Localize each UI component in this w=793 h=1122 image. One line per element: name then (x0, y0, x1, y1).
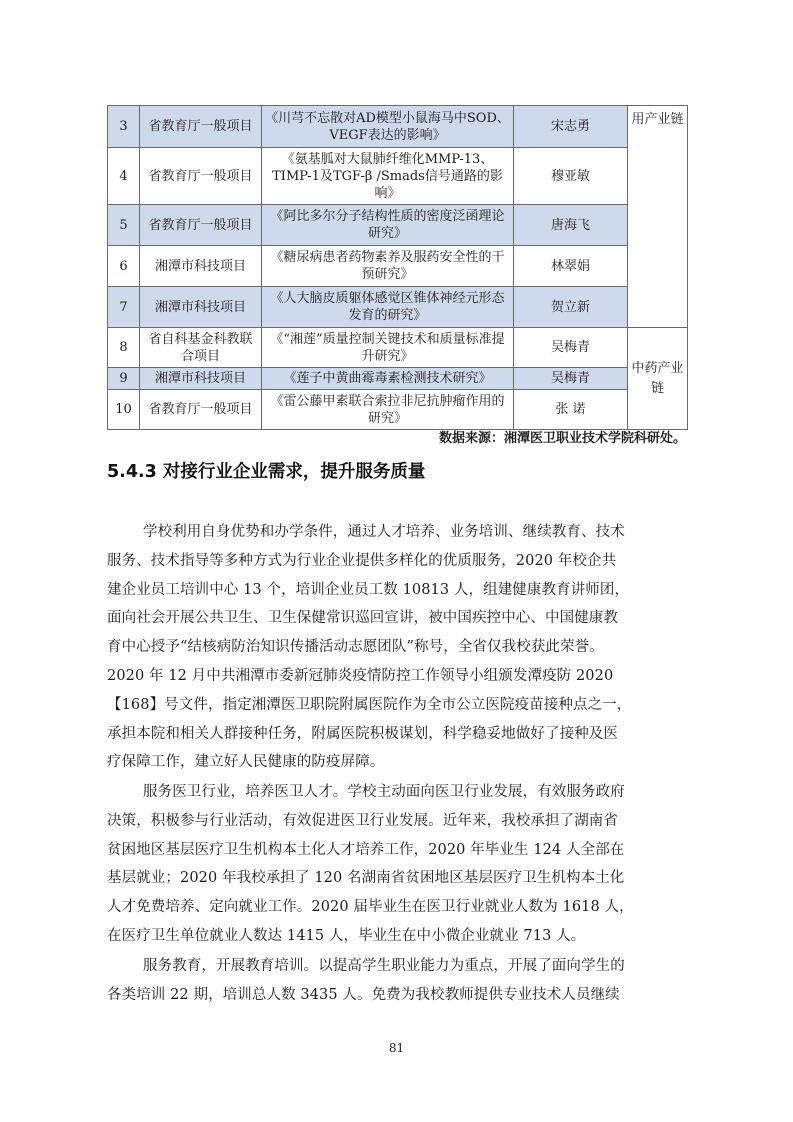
text-line: 育中心授予“结核病防治知识传播活动志愿团队”称号，全省仅我校获此荣誉。 (107, 639, 604, 656)
project-type: 省教育厅一般项目 (140, 148, 262, 205)
row-number: 4 (108, 148, 140, 205)
project-title: 《川芎不忘散对AD模型小鼠海马中SOD、VEGF表达的影响》 (262, 106, 514, 148)
project-leader: 宋志勇 (514, 106, 628, 148)
text-line: 学校利用自身优势和办学条件，通过人才培养、业务培训、继续教育、技术 (143, 524, 625, 540)
table-row (108, 246, 688, 287)
paragraph-medical-industry (107, 778, 687, 951)
row-number: 5 (108, 205, 140, 246)
project-type: 省教育厅一般项目 (140, 205, 262, 246)
project-leader: 穆亚敏 (514, 148, 628, 205)
project-title: 《莲子中黄曲霉毒素检测技术研究》 (262, 368, 514, 390)
row-number: 8 (108, 328, 140, 368)
text-line: 各类培训 22 期，培训总人数 3435 人。免费为我校教师提供专业技术人员继续 (107, 986, 620, 1003)
project-title: 《氨基胍对大鼠肺纤维化MMP-13、TIMP-1及TGF-β /Smads信号通路的影响》 (262, 148, 514, 205)
text-line: 贫困地区基层医疗卫生机构本土化人才培养工作，2020 年毕业生 124 人全部在 (107, 841, 625, 858)
text-line: 承担本院和相关人群接种任务，附属医院积极谋划，科学稳妥地做好了接种及医 (107, 725, 618, 742)
project-title: 《人大脑皮质躯体感觉区锥体神经元形态发育的研究》 (262, 287, 514, 328)
project-leader: 贺立新 (514, 287, 628, 328)
text-line: 服务、技术指导等多种方式为行业企业提供多样化的优质服务，2020 年校企共 (107, 552, 617, 569)
project-leader: 林翠娟 (514, 246, 628, 287)
table-row (108, 390, 688, 430)
project-type: 省教育厅一般项目 (140, 106, 262, 148)
industry-chain-cell: 用产业链 (628, 106, 688, 328)
section-heading: 5.4.3 对接行业企业需求，提升服务质量 (107, 462, 426, 482)
text-line: 决策，积极参与行业活动，有效促进医卫行业发展。近年来，我校承担了湖南省 (107, 812, 618, 829)
paragraph-industry-service (107, 518, 687, 777)
row-number: 10 (108, 390, 140, 430)
project-title: 《阿比多尔分子结构性质的密度泛函理论研究》 (262, 205, 514, 246)
row-number: 7 (108, 287, 140, 328)
table-row (108, 328, 688, 368)
text-line: 人才免费培养、定向就业工作。2020 届毕业生在医卫行业就业人数为 1618 人， (107, 899, 634, 916)
table-row (108, 205, 688, 246)
table-row (108, 287, 688, 328)
table-row (108, 368, 688, 390)
project-type: 湘潭市科技项目 (140, 246, 262, 287)
row-number: 9 (108, 368, 140, 390)
text-line: 疗保障工作，建立好人民健康的防疫屏障。 (107, 754, 385, 771)
row-number: 6 (108, 246, 140, 287)
project-title: 《“湘莲”质量控制关键技术和质量标准提升研究》 (262, 328, 514, 368)
project-title: 《雷公藤甲素联合索拉非尼抗肿瘤作用的研究》 (262, 390, 514, 430)
text-line: 服务医卫行业，培养医卫人才。学校主动面向医卫行业发展，有效服务政府 (143, 784, 625, 800)
table-source-note: 数据来源：湘潭医卫职业技术学院科研处。 (438, 431, 686, 446)
table-row (108, 106, 688, 148)
row-number: 3 (108, 106, 140, 148)
text-line: 服务教育，开展教育培训。以提高学生职业能力为重点，开展了面向学生的 (143, 958, 625, 974)
text-line: 面向社会开展公共卫生、卫生保健常识巡回宣讲，被中国疾控中心、中国健康教 (107, 610, 618, 627)
project-leader: 张 诺 (514, 390, 628, 430)
project-title: 《糖尿病患者药物素养及服药安全性的干预研究》 (262, 246, 514, 287)
project-leader: 吴梅青 (514, 328, 628, 368)
research-project-table (107, 105, 688, 430)
text-line: 建企业员工培训中心 13 个，培训企业员工数 10813 人，组建健康教育讲师团， (107, 581, 630, 598)
project-type: 湘潭市科技项目 (140, 287, 262, 328)
project-leader: 唐海飞 (514, 205, 628, 246)
text-line: 【168】号文件，指定湘潭医卫职院附属医院作为全市公立医院疫苗接种点之一， (107, 696, 632, 713)
paragraph-education-training (107, 952, 687, 1010)
text-line: 在医疗卫生单位就业人数达 1415 人，毕业生在中小微企业就业 713 人。 (107, 927, 586, 944)
project-type: 省自科基金科教联合项目 (140, 328, 262, 368)
project-type: 省教育厅一般项目 (140, 390, 262, 430)
project-leader: 吴梅青 (514, 368, 628, 390)
project-type: 湘潭市科技项目 (140, 368, 262, 390)
text-line: 2020 年 12 月中共湘潭市委新冠肺炎疫情防控工作领导小组颁发潭疫防 2020 (107, 667, 614, 684)
industry-chain-cell: 中药产业链 (628, 328, 688, 430)
table-row (108, 148, 688, 205)
page-number: 81 (388, 1041, 405, 1055)
text-line: 基层就业；2020 年我校承担了 120 名湖南省贫困地区基层医疗卫生机构本土化 (107, 870, 625, 887)
